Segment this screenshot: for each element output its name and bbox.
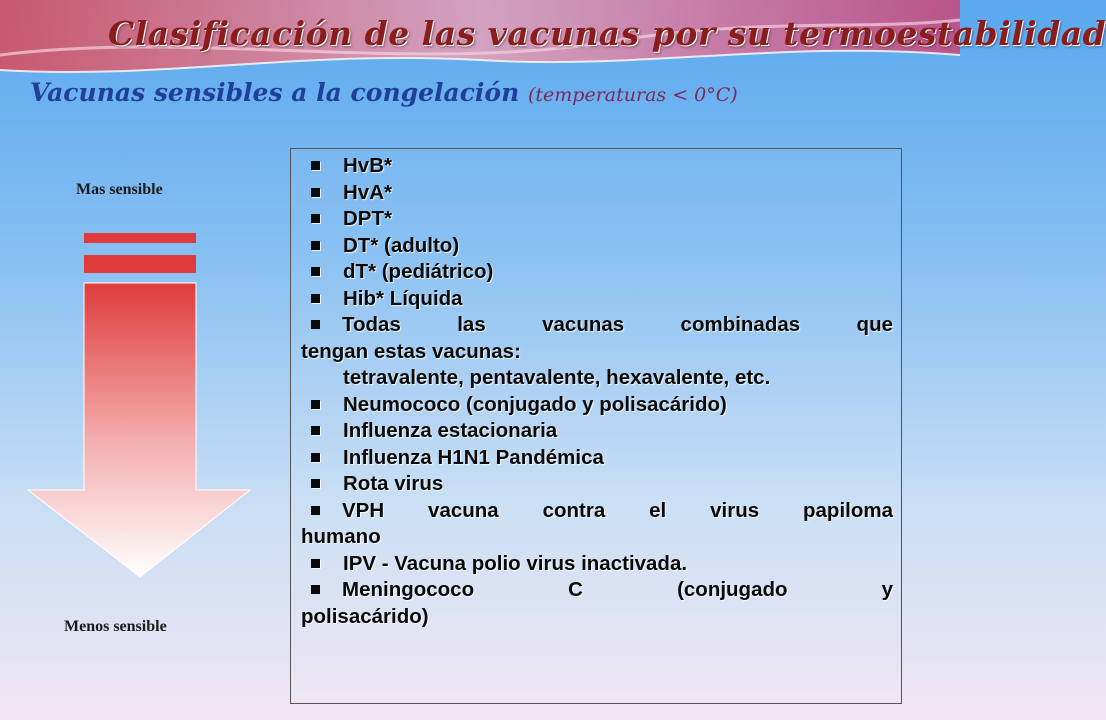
bullet-icon bbox=[311, 214, 320, 223]
bullet-icon bbox=[311, 585, 320, 594]
bullet-icon bbox=[311, 320, 320, 329]
page-title: Clasificación de las vacunas por su termoestabilidad bbox=[108, 14, 1106, 53]
list-item-meningococo: Meningococo C (conjugado y polisacárido) bbox=[301, 578, 893, 628]
vaccine-list bbox=[301, 153, 893, 630]
bullet-icon bbox=[311, 294, 320, 303]
bullet-icon bbox=[311, 559, 320, 568]
list-item: IPV - Vacuna polio virus inactivada. bbox=[301, 551, 893, 578]
list-item: Hib* Líquida bbox=[301, 286, 893, 313]
bullet-icon bbox=[311, 241, 320, 250]
list-item: Neumococo (conjugado y polisacárido) bbox=[301, 392, 893, 419]
bullet-icon bbox=[311, 426, 320, 435]
bullet-icon bbox=[311, 400, 320, 409]
sensitivity-arrow bbox=[20, 225, 260, 585]
subtitle-main: Vacunas sensibles a la congelación bbox=[30, 78, 520, 107]
arrow-second-bar bbox=[84, 255, 196, 273]
list-item: HvB* bbox=[301, 153, 893, 180]
list-item-combined: Todas las vacunas combinadas que tengan estas vacunas: tetravalente, pentavalente, hexavalente, etc. bbox=[301, 313, 893, 389]
arrow-top-bar bbox=[84, 233, 196, 243]
bullet-icon bbox=[311, 453, 320, 462]
bullet-icon bbox=[311, 161, 320, 170]
more-sensitive-label: Mas sensible bbox=[76, 181, 163, 198]
list-item: Influenza estacionaria bbox=[301, 418, 893, 445]
list-item: Influenza H1N1 Pandémica bbox=[301, 445, 893, 472]
subtitle bbox=[30, 78, 738, 107]
bullet-icon bbox=[311, 267, 320, 276]
list-item: dT* (pediátrico) bbox=[301, 259, 893, 286]
list-item: Rota virus bbox=[301, 471, 893, 498]
arrow-body bbox=[28, 283, 250, 577]
list-item: DT* (adulto) bbox=[301, 233, 893, 260]
vaccine-list-panel bbox=[290, 148, 902, 704]
less-sensitive-label: Menos sensible bbox=[64, 618, 167, 635]
list-item-vph: VPH vacuna contra el virus papiloma humano bbox=[301, 498, 893, 548]
bullet-icon bbox=[311, 506, 320, 515]
list-item: HvA* bbox=[301, 180, 893, 207]
list-item: DPT* bbox=[301, 206, 893, 233]
bullet-icon bbox=[311, 479, 320, 488]
bullet-icon bbox=[311, 188, 320, 197]
subtitle-note: (temperaturas < 0°C) bbox=[528, 84, 738, 106]
